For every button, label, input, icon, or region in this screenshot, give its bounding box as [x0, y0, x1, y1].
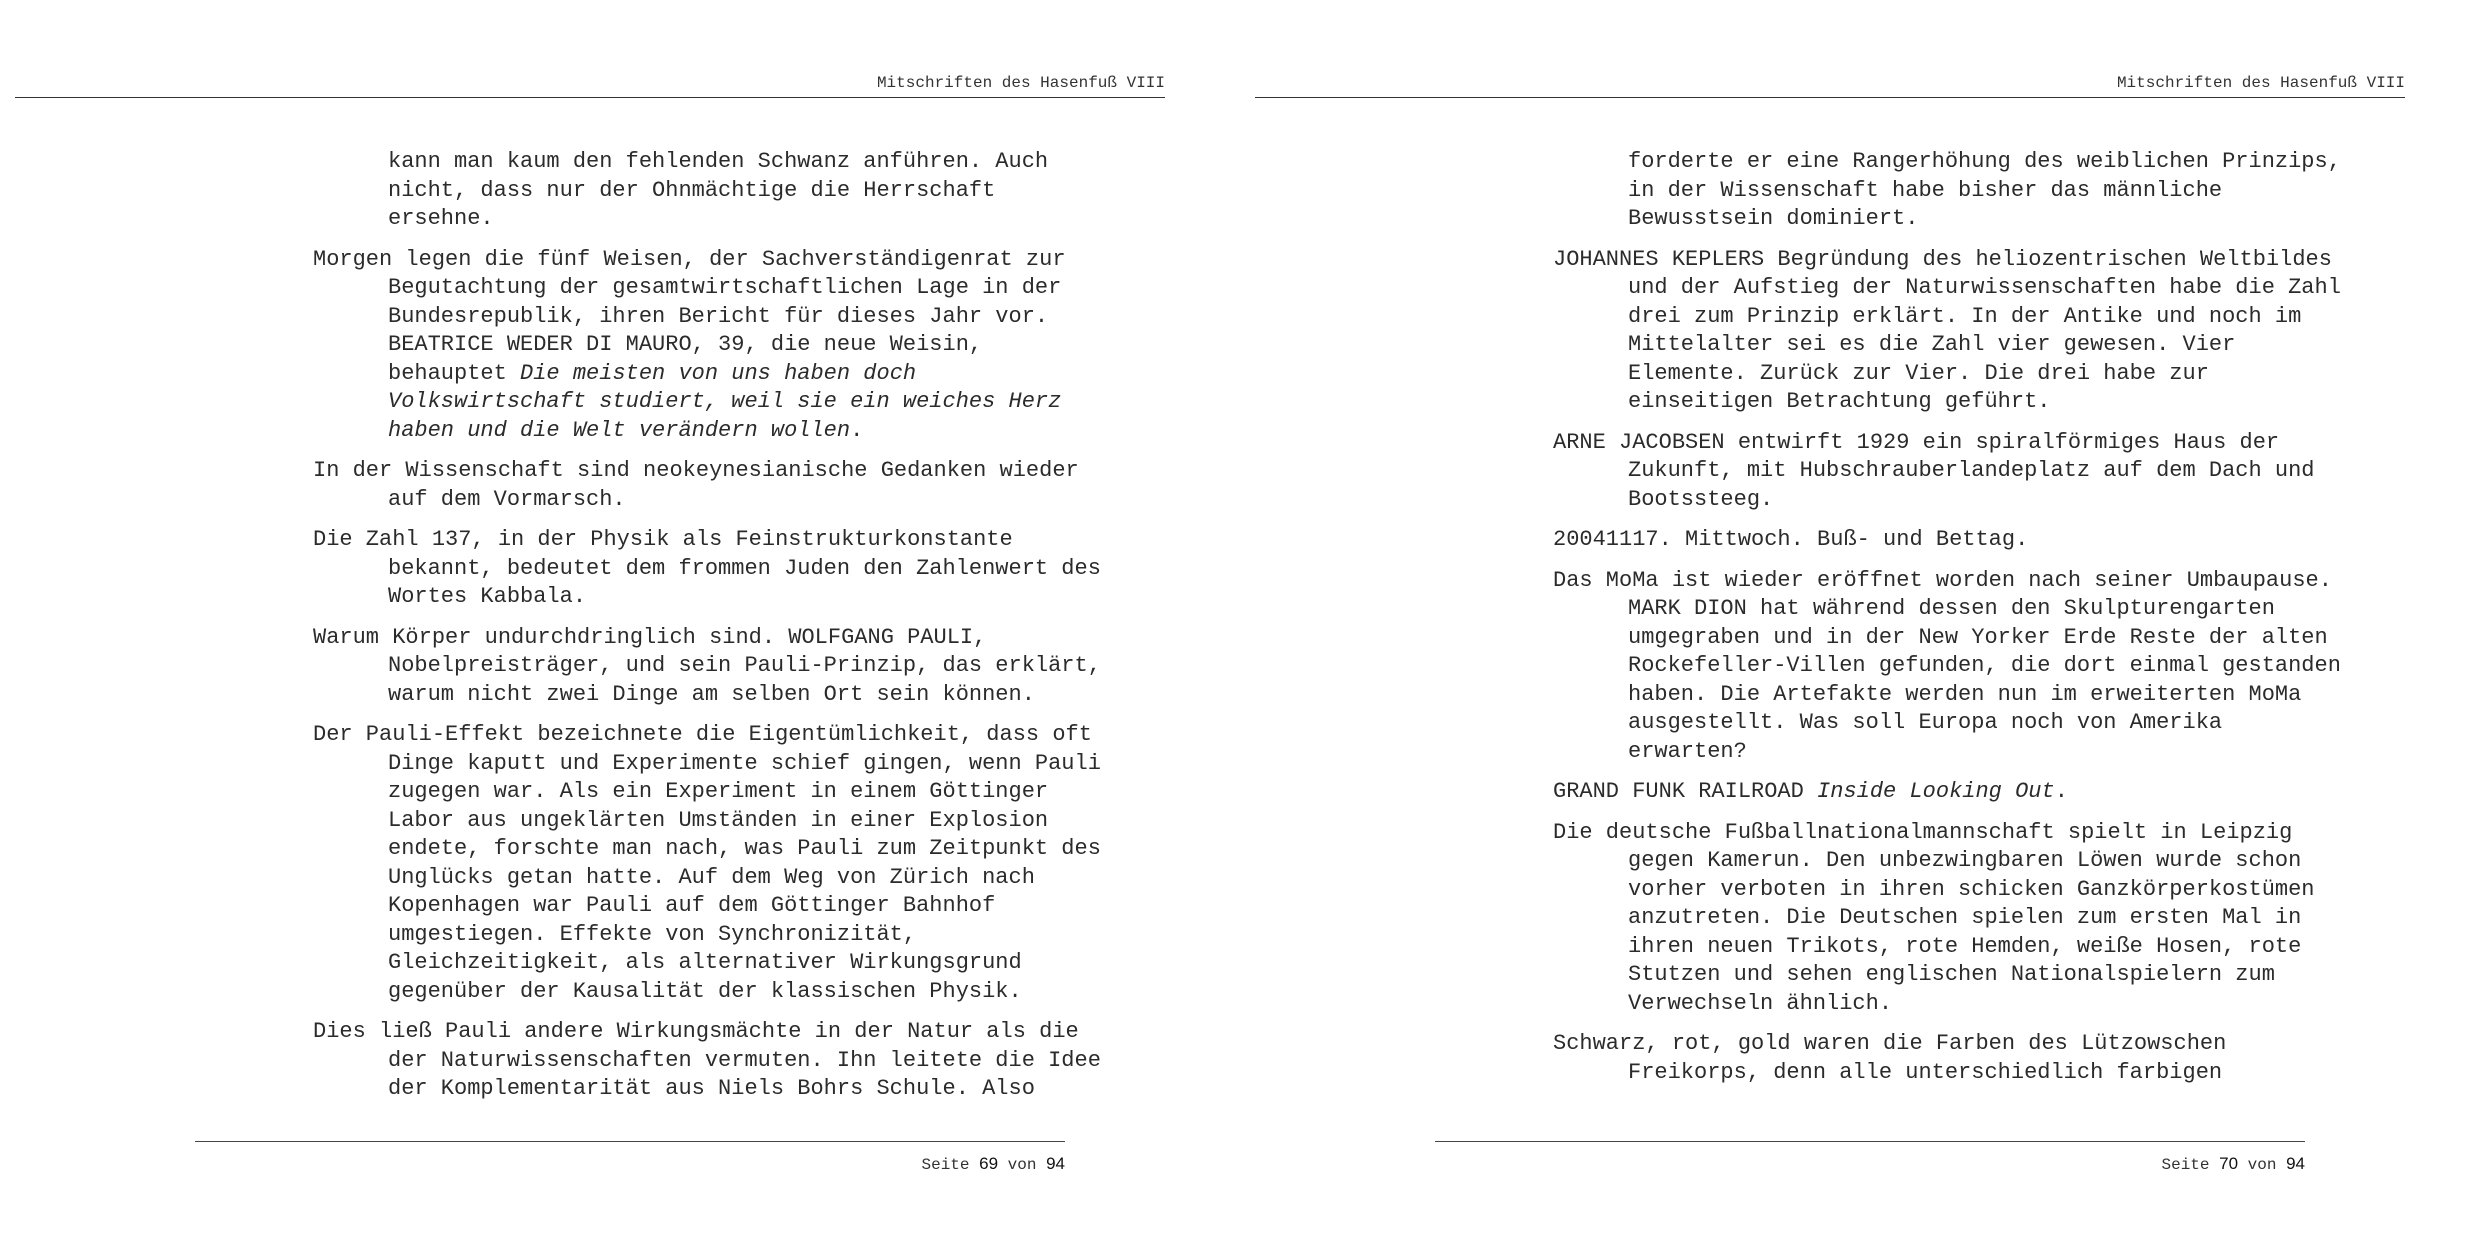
paragraph: ARNE JACOBSEN entwirft 1929 ein spiralförmiges Haus der Zukunft, mit Hubschrauberlandeplatz auf dem Dach und Bootssteeg.	[1553, 429, 2315, 512]
paragraph: Warum Körper undurchdringlich sind. WOLFGANG PAULI, Nobelpreisträger, und sein Pauli-Prinzip, das erklärt, warum nicht zwei Dinge am selben Ort sein können.	[313, 624, 1101, 707]
paragraph: JOHANNES KEPLERS Begründung des heliozentrischen Weltbildes und der Aufstieg der Naturwissenschaften habe die Zahl drei zum Prinzip erklärt. In der Antike und noch im Mittelalter sei es die Zahl vier gewesen. Vier Elemente. Zurück zur Vier. Die drei habe zur einseitigen Betrachtung geführt.	[1553, 246, 2341, 414]
footer-prefix: Seite	[921, 1156, 970, 1174]
footer-rule	[1435, 1141, 2305, 1142]
header-rule	[1255, 97, 2405, 98]
paragraph-text: .	[850, 417, 864, 443]
page-footer	[1435, 1154, 2305, 1174]
footer-rule	[195, 1141, 1065, 1142]
paragraph-text: .	[2054, 779, 2068, 804]
paragraph-text: GRAND FUNK RAILROAD	[1553, 779, 1818, 804]
page-number: 69	[979, 1154, 999, 1173]
paragraph: Die deutsche Fußballnationalmannschaft spielt in Leipzig gegen Kamerun. Den unbezwingbaren Löwen wurde schon vorher verboten in ihren schicken Ganzkörperkostümen anzutreten. Die Deutschen spielen zum ersten Mal in ihren neuen Trikots, rote Hemden, weiße Hosen, rote Stutzen und sehen englischen Nationalspielern zum Verwechseln ähnlich.	[1553, 819, 2315, 1016]
header-rule	[15, 97, 1165, 98]
paragraph-text: Morgen legen die fünf Weisen, der Sachverständigenrat zur Begutachtung der gesamtwirtschaftlichen Lage in der Bundesrepublik, ihren Bericht für dieses Jahr vor. BEATRICE WEDER DI MAURO, 39, die neue Weisin, behauptet	[313, 246, 1066, 386]
page-total: 94	[1046, 1154, 1065, 1173]
running-header: Mitschriften des Hasenfuß VIII	[876, 74, 1165, 92]
right-page	[1240, 0, 2480, 1240]
page-total: 94	[2286, 1154, 2305, 1173]
paragraph: Der Pauli-Effekt bezeichnete die Eigentümlichkeit, dass oft Dinge kaputt und Experimente schief gingen, wenn Pauli zugegen war. Als ein Experiment in einem Göttinger Labor aus ungeklärten Umständen in einer Explosion endete, forschte man nach, was Pauli zum Zeitpunkt des Unglücks getan hatte. Auf dem Weg von Zürich nach Kopenhagen war Pauli auf dem Göttinger Bahnhof umgestiegen. Effekte von Synchronizität, Gleichzeitigkeit, als alternativer Wirkungsgrund gegenüber der Kausalität der klassischen Physik.	[313, 722, 1101, 1004]
paragraph: Das MoMa ist wieder eröffnet worden nach seiner Umbaupause. MARK DION hat während dessen den Skulpturengarten umgegraben und in der New Yorker Erde Reste der alten Rockefeller-Villen gefunden, die dort einmal gestanden haben. Die Artefakte werden nun im erweiterten MoMa ausgestellt. Was soll Europa noch von Amerika erwarten?	[1553, 567, 2341, 764]
body-text	[1553, 148, 2353, 1099]
paragraph: kann man kaum den fehlenden Schwanz anführen. Auch nicht, dass nur der Ohnmächtige die Herrschaft ersehne.	[388, 149, 1049, 231]
paragraph: forderte er eine Rangerhöhung des weiblichen Prinzips, in der Wissenschaft habe bisher das männliche Bewusstsein dominiert.	[1628, 149, 2341, 231]
body-text	[313, 148, 1113, 1116]
paragraph	[1553, 778, 2353, 807]
title-italic: Inside Looking Out	[1817, 779, 2055, 804]
quote-italic: Die meisten von uns haben doch Volkswirtschaft studiert, weil sie ein weiches Herz haben und die Welt verändern wollen	[388, 360, 1062, 443]
paragraph	[313, 246, 1113, 446]
paragraph: 20041117. Mittwoch. Buß- und Bettag.	[1553, 527, 2029, 552]
page-footer	[195, 1154, 1065, 1174]
page-number: 70	[2219, 1154, 2239, 1173]
paragraph: Die Zahl 137, in der Physik als Feinstrukturkonstante bekannt, bedeutet dem frommen Juden den Zahlenwert des Wortes Kabbala.	[313, 527, 1101, 609]
footer-prefix: Seite	[2161, 1156, 2210, 1174]
paragraph: Dies ließ Pauli andere Wirkungsmächte in der Natur als die der Naturwissenschaften vermuten. Ihn leitete die Idee der Komplementarität aus Niels Bohrs Schule. Also	[313, 1019, 1101, 1101]
footer-middle: von	[2247, 1156, 2277, 1174]
footer-middle: von	[1007, 1156, 1037, 1174]
paragraph: Schwarz, rot, gold waren die Farben des Lützowschen Freikorps, denn alle unterschiedlich farbigen	[1553, 1031, 2227, 1085]
running-header: Mitschriften des Hasenfuß VIII	[2116, 74, 2405, 92]
paragraph: In der Wissenschaft sind neokeynesianische Gedanken wieder auf dem Vormarsch.	[313, 458, 1079, 512]
